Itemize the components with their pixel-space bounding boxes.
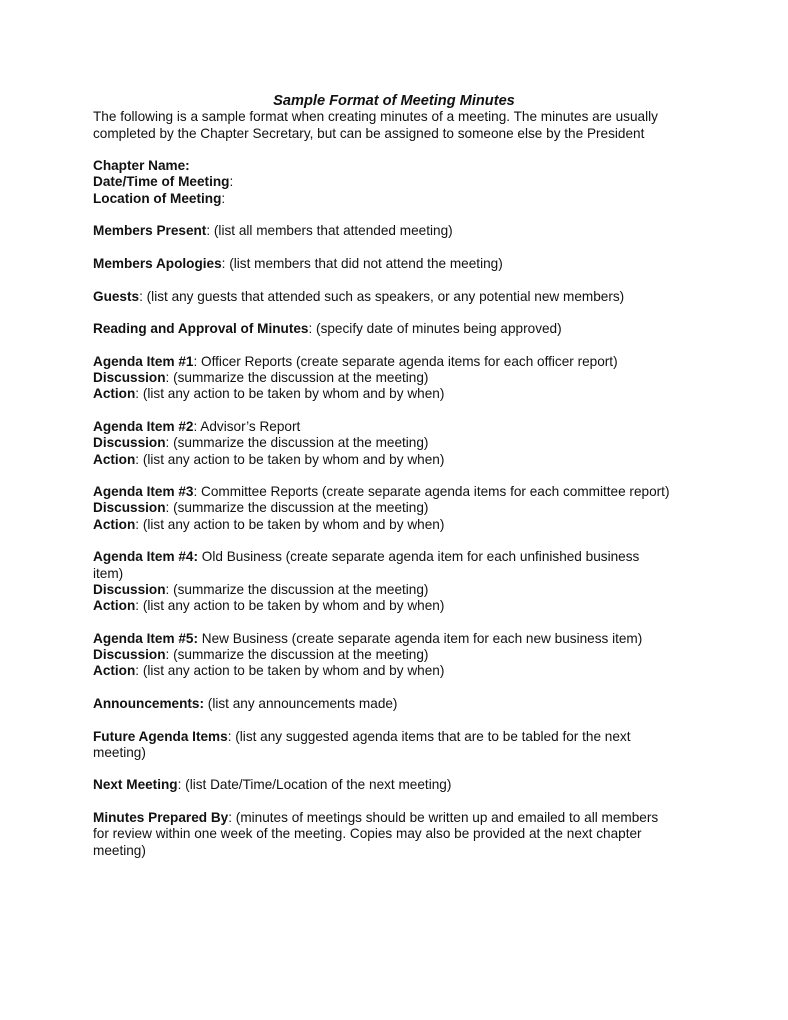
field-text: : (summarize the discussion at the meeting) [165, 370, 429, 386]
field-text: : (list any action to be taken by whom and by when) [135, 663, 445, 679]
blank-line [93, 403, 733, 419]
blank-line [93, 305, 733, 321]
blank-line [93, 142, 733, 158]
field-label: Reading and Approval of Minutes [93, 321, 309, 337]
text-line [93, 696, 733, 712]
field-text: : (list members that did not attend the meeting) [221, 255, 503, 271]
field-text: : (summarize the discussion at the meeting) [165, 435, 429, 451]
section [93, 419, 733, 468]
text-line [93, 419, 733, 435]
field-label: Discussion [93, 500, 166, 516]
field-text: : (summarize the discussion at the meeting) [165, 647, 429, 663]
text-line [93, 126, 733, 142]
text-line [93, 777, 733, 793]
field-text: item) [93, 565, 124, 581]
field-text: : (list all members that attended meeting) [206, 223, 453, 239]
document-body [93, 109, 733, 859]
field-text: : Advisor’s Report [193, 418, 301, 434]
blank-line [93, 615, 733, 631]
field-label: Discussion [93, 581, 166, 597]
text-line [93, 452, 733, 468]
text-line [93, 549, 733, 565]
field-label: Discussion [93, 435, 166, 451]
text-line [93, 109, 733, 125]
field-text: : (list any guests that attended such as speakers, or any potential new members) [139, 288, 625, 304]
field-label: Agenda Item #1 [93, 353, 194, 369]
text-line [93, 598, 733, 614]
section [93, 484, 733, 533]
blank-line [93, 712, 733, 728]
document-page [93, 93, 733, 859]
field-text: : (specify date of minutes being approved) [308, 321, 562, 337]
section [93, 354, 733, 403]
blank-line [93, 794, 733, 810]
section [93, 810, 733, 859]
field-label: Agenda Item #4: [93, 549, 198, 565]
field-text: : (list any suggested agenda items that are to be tabled for the next [227, 728, 631, 744]
blank-line [93, 240, 733, 256]
section [93, 549, 733, 614]
section [93, 109, 733, 142]
section [93, 729, 733, 762]
text-line [93, 566, 733, 582]
text-line [93, 386, 733, 402]
field-label: Minutes Prepared By [93, 810, 229, 826]
text-line [93, 517, 733, 533]
field-text: completed by the Chapter Secretary, but can be assigned to someone else by the President [93, 125, 645, 141]
field-label: Action [93, 663, 136, 679]
field-label: Chapter Name: [93, 158, 190, 174]
field-text: for review within one week of the meeting. Copies may also be provided at the next chapter [93, 826, 642, 842]
field-text: (list any announcements made) [204, 695, 398, 711]
text-line [93, 223, 733, 239]
text-line [93, 663, 733, 679]
field-label: Action [93, 598, 136, 614]
field-text: Old Business (create separate agenda item for each unfinished business [198, 549, 640, 565]
field-text: New Business (create separate agenda item for each new business item) [198, 630, 643, 646]
section [93, 256, 733, 272]
section [93, 631, 733, 680]
blank-line [93, 533, 733, 549]
text-line [93, 321, 733, 337]
field-label: Agenda Item #2 [93, 418, 194, 434]
field-text: : (list any action to be taken by whom and by when) [135, 451, 445, 467]
text-line [93, 810, 733, 826]
field-label: Guests [93, 288, 140, 304]
section [93, 289, 733, 305]
field-text: : [221, 190, 226, 206]
text-line [93, 647, 733, 663]
text-line [93, 370, 733, 386]
field-label: Action [93, 516, 136, 532]
section [93, 158, 733, 207]
blank-line [93, 680, 733, 696]
section [93, 321, 733, 337]
field-label: Members Present [93, 223, 207, 239]
blank-line [93, 468, 733, 484]
field-label: Members Apologies [93, 255, 222, 271]
field-text: meeting) [93, 842, 146, 858]
field-label: Next Meeting [93, 777, 178, 793]
field-label: Agenda Item #5: [93, 630, 198, 646]
field-label: Date/Time of Meeting [93, 174, 230, 190]
text-line [93, 289, 733, 305]
field-label: Action [93, 386, 136, 402]
field-label: Discussion [93, 647, 166, 663]
field-label: Agenda Item #3 [93, 484, 194, 500]
field-label: Announcements: [93, 695, 205, 711]
text-line [93, 484, 733, 500]
section [93, 223, 733, 239]
text-line [93, 729, 733, 745]
field-text: : (list any action to be taken by whom and by when) [135, 386, 445, 402]
text-line [93, 174, 733, 190]
field-label: Discussion [93, 370, 166, 386]
text-line [93, 745, 733, 761]
text-line [93, 354, 733, 370]
blank-line [93, 272, 733, 288]
field-text: : Committee Reports (create separate agenda items for each committee report) [193, 484, 670, 500]
field-label: Future Agenda Items [93, 728, 228, 744]
field-text: meeting) [93, 744, 146, 760]
field-text: : Officer Reports (create separate agenda items for each officer report) [193, 353, 618, 369]
field-label: Action [93, 451, 136, 467]
document-title: Sample Format of Meeting Minutes [273, 93, 515, 109]
blank-line [93, 207, 733, 223]
text-line [93, 191, 733, 207]
field-text: : (list Date/Time/Location of the next meeting) [177, 777, 452, 793]
text-line [93, 500, 733, 516]
field-label: Location of Meeting [93, 190, 222, 206]
text-line [93, 631, 733, 647]
text-line [93, 158, 733, 174]
field-text: : (minutes of meetings should be written up and emailed to all members [228, 810, 659, 826]
field-text: The following is a sample format when creating minutes of a meeting. The minutes are usually [93, 109, 658, 125]
text-line [93, 435, 733, 451]
field-text: : (summarize the discussion at the meeting) [165, 581, 429, 597]
text-line [93, 256, 733, 272]
text-line [93, 843, 733, 859]
blank-line [93, 337, 733, 353]
text-line [93, 826, 733, 842]
section [93, 696, 733, 712]
field-text: : (list any action to be taken by whom and by when) [135, 516, 445, 532]
blank-line [93, 761, 733, 777]
field-text: : [229, 174, 234, 190]
field-text: : (summarize the discussion at the meeting) [165, 500, 429, 516]
field-text: : (list any action to be taken by whom and by when) [135, 598, 445, 614]
section [93, 777, 733, 793]
text-line [93, 582, 733, 598]
